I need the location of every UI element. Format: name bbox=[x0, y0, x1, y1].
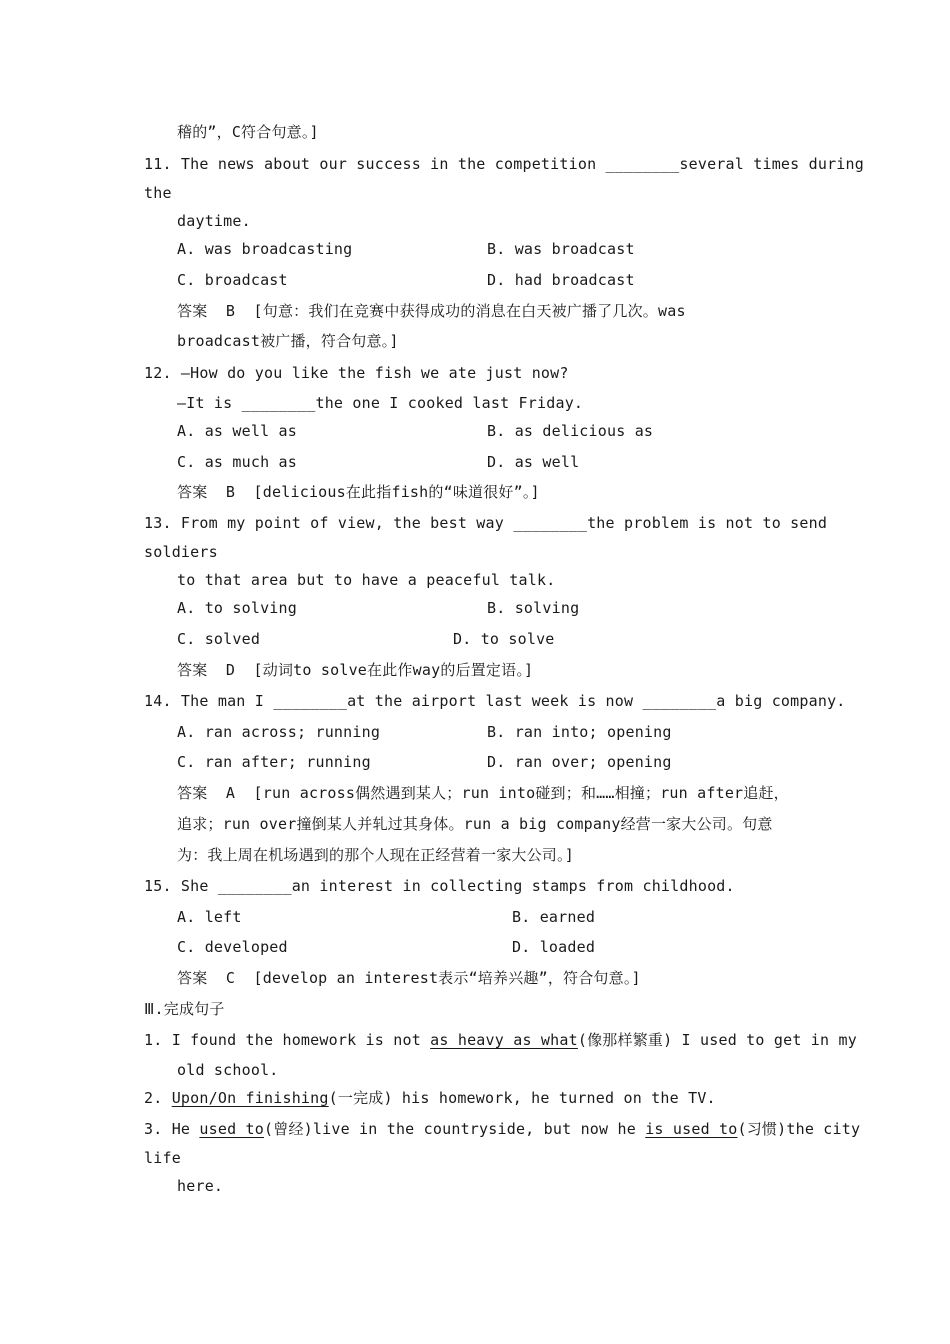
question-12: 12. —How do you like the fish we ate just now? bbox=[144, 364, 569, 382]
answer-line: 答案 B [delicious在此指fish的“味道很好”。] bbox=[177, 483, 540, 501]
answer-line: 答案 B [句意：我们在竞赛中获得成功的消息在白天被广播了几次。was bbox=[177, 302, 686, 320]
sentence-text: 3. He bbox=[144, 1120, 200, 1138]
answer-line: 为：我上周在机场遇到的那个人现在正经营着一家大公司。] bbox=[177, 846, 574, 864]
sentence-text: here. bbox=[177, 1177, 224, 1195]
sentence-text: old school. bbox=[177, 1061, 279, 1079]
question-15: 15. She ________an interest in collecting stamps from childhood. bbox=[144, 877, 735, 895]
sentence-text: 1. I found the homework is not bbox=[144, 1031, 431, 1049]
question-13: 13. From my point of view, the best way ________the problem is not to send bbox=[144, 514, 828, 532]
text-line: —It is ________the one I cooked last Friday. bbox=[177, 394, 584, 412]
option-a: A. was broadcasting bbox=[177, 240, 353, 258]
option-c: C. solved bbox=[177, 630, 261, 648]
text-line: soldiers bbox=[144, 543, 218, 561]
text-line: the bbox=[144, 184, 172, 202]
option-b: B. ran into; opening bbox=[487, 723, 672, 741]
answer-line: broadcast被广播，符合句意。] bbox=[177, 332, 399, 350]
option-b: B. was broadcast bbox=[487, 240, 635, 258]
text-line: 稽的”，C符合句意。] bbox=[177, 123, 319, 141]
option-b: B. solving bbox=[487, 599, 580, 617]
sentence-text: (习惯)the city bbox=[737, 1120, 861, 1138]
sentence-text: (像那样繁重) I used to get in my bbox=[577, 1031, 857, 1049]
text-line: to that area but to have a peaceful talk. bbox=[177, 571, 556, 589]
option-d: D. ran over; opening bbox=[487, 753, 672, 771]
answer-blank: Upon/On finishing bbox=[171, 1089, 329, 1107]
sentence-2 bbox=[144, 1087, 716, 1109]
answer-blank: as heavy as what bbox=[430, 1031, 578, 1049]
sentence-text: (一完成) his homework, he turned on the TV. bbox=[328, 1089, 716, 1107]
text-line: daytime. bbox=[177, 212, 251, 230]
option-c: C. developed bbox=[177, 938, 288, 956]
section-heading: Ⅲ.完成句子 bbox=[144, 1000, 225, 1018]
answer-blank: is used to bbox=[645, 1120, 738, 1138]
option-c: C. broadcast bbox=[177, 271, 288, 289]
sentence-text: life bbox=[144, 1149, 181, 1167]
option-b: B. as delicious as bbox=[487, 422, 654, 440]
option-b: B. earned bbox=[512, 908, 596, 926]
option-c: C. as much as bbox=[177, 453, 297, 471]
question-11: 11. The news about our success in the competition ________several times during bbox=[144, 155, 864, 173]
option-a: A. as well as bbox=[177, 422, 297, 440]
option-d: D. to solve bbox=[453, 630, 555, 648]
option-c: C. ran after; running bbox=[177, 753, 371, 771]
option-d: D. as well bbox=[487, 453, 580, 471]
question-14: 14. The man I ________at the airport last week is now ________a big company. bbox=[144, 692, 846, 710]
option-a: A. to solving bbox=[177, 599, 297, 617]
answer-line: 追求；run over撞倒某人并轧过其身体。run a big company经营一家大公司。句意 bbox=[177, 815, 773, 833]
sentence-text: 2. bbox=[144, 1089, 172, 1107]
answer-line: 答案 A [run across偶然遇到某人；run into碰到；和……相撞；run after追赶， bbox=[177, 784, 789, 802]
sentence-3 bbox=[144, 1118, 860, 1140]
option-d: D. loaded bbox=[512, 938, 596, 956]
answer-line: 答案 C [develop an interest表示“培养兴趣”，符合句意。] bbox=[177, 969, 641, 987]
option-d: D. had broadcast bbox=[487, 271, 635, 289]
answer-blank: used to bbox=[199, 1120, 265, 1138]
sentence-1 bbox=[144, 1029, 857, 1051]
sentence-text: (曾经)live in the countryside, but now he bbox=[264, 1120, 646, 1138]
answer-line: 答案 D [动词to solve在此作way的后置定语。] bbox=[177, 661, 534, 679]
option-a: A. ran across; running bbox=[177, 723, 381, 741]
option-a: A. left bbox=[177, 908, 242, 926]
